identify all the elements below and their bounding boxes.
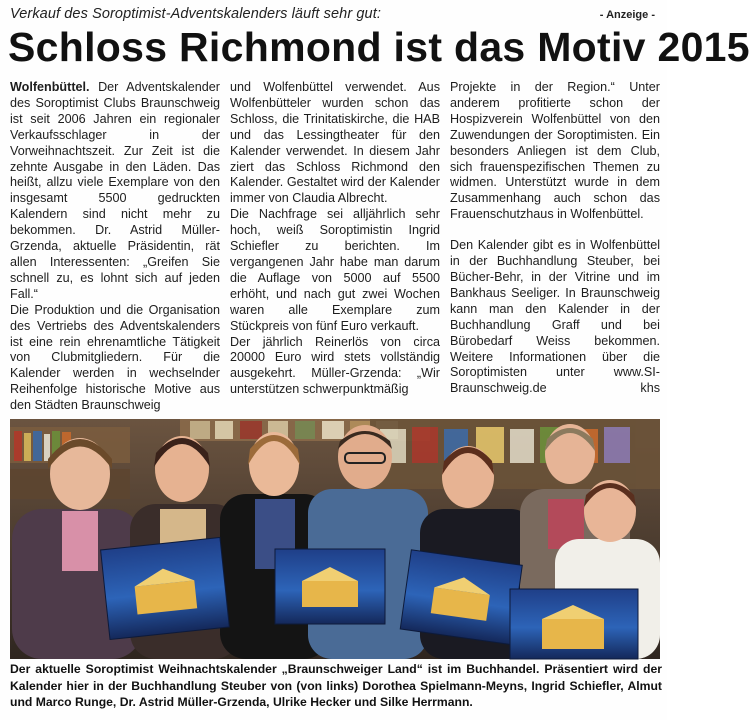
bookshelf-right	[370, 419, 660, 489]
advert-tag: - Anzeige -	[599, 9, 655, 21]
col3-paragraph-2	[450, 238, 660, 397]
dateline: Wolfenbüttel.	[10, 80, 90, 94]
photo-caption: Der aktuelle Soroptimist Weihnachtskalender „Braunschweiger Land“ ist im Buchhandel. Präsentiert wird der Kalender hier in der Buchhandlung Steuber von (von links) Dorothea Spielmann-Meyns, Ingrid Schiefler, Almut und Marco Runge, Dr. Astrid Müller-Grzenda, Ulrike Hecker und Silke Herrmann.	[10, 662, 662, 710]
calendar-4	[510, 589, 638, 659]
col2-paragraph-3: Der jährlich Reinerlös von circa 20000 Euro wird stets vollständig ausgekehrt. Müller-Grzenda: „Wir unterstützen schwerpunktmäßig	[230, 334, 440, 397]
col1-paragraph-1: Der Adventskalender des Soroptimist Clubs Braunschweig ist seit 2006 Jahren ein regionaler Verkaufsschlager in der Vorweihnachtszeit. Zur Zeit ist die zehnte Ausgabe in den Läden. Das heißt, allzu viele Exemplare von den insgesamt 5500 gedruckten Kalendern sind nicht mehr zu bekommen. Dr. Astrid Müller-Grzenda, aktuelle Präsidentin, rät allen Interessenten: „Greifen Sie schnell zu, es lohnt sich auf jeden Fall.“	[10, 80, 220, 301]
column-1	[10, 80, 220, 417]
headline: Schloss Richmond ist das Motiv 2015	[8, 24, 750, 70]
article-body	[10, 80, 660, 417]
col3-paragraph-2-text: Den Kalender gibt es in Wolfenbüttel in der Buchhandlung Steuber, bei Bücher-Behr, in der Vitrine und im Bankhaus Seeliger. In Braunschweig kann man den Kalender in der Buchhandlung Graff und bei Bürobedarf Weiss bekommen. Weitere Informationen über die Soroptimisten unter www.SI-Braunschweig.de	[450, 238, 660, 396]
col2-paragraph-2: Die Nachfrage sei alljährlich sehr hoch, weiß Soroptimistin Ingrid Schiefler zu berichten. Im vergangenen Jahr habe man darum die Auflage von 5000 auf 5500 erhöht, und nach gut zwei Wochen waren alle Exemplare zum Stückpreis von fünf Euro verkauft.	[230, 207, 440, 333]
calendar-3	[400, 550, 522, 645]
calendar-2	[275, 549, 385, 624]
column-2	[230, 80, 440, 417]
group-photo-illustration	[10, 419, 660, 659]
calendar-1	[101, 537, 230, 639]
column-3	[450, 80, 660, 417]
group-photo	[10, 419, 660, 659]
col3-paragraph-1: Projekte in der Region.“ Unter anderem profitierte schon der Hospizverein Wolfenbüttel von den Zuwendungen der Soroptimisten. Ein besonders Anliegen ist dem Club, sich frauenspezifischen Themen zu widmen. Unterstützt wurde in dem Zusammenhang auch schon das Frauenschutzhaus in Wolfenbüttel.	[450, 80, 660, 222]
author-signature: khs	[640, 381, 660, 396]
col2-paragraph-1: und Wolfenbüttel verwendet. Aus Wolfenbütteler wurden schon das Schloss, die Trinitatiskirche, die HAB und das Lessingtheater für den Kalender verwendet. In diesem Jahr ziert das Schloss Richmond den Kalender. Gestaltet wird der Kalender immer von Claudia Albrecht.	[230, 80, 440, 206]
col1-paragraph-2: Die Produktion und die Organisation des Vertriebs des Adventskalenders ist eine rein ehrenamtliche Tätigkeit von Clubmitgliedern. Für die Kalender werden in wechselnder Reihenfolge historische Motive aus den Städten Braunschweig	[10, 302, 220, 413]
kicker: Verkauf des Soroptimist-Adventskalenders läuft sehr gut:	[10, 6, 381, 22]
